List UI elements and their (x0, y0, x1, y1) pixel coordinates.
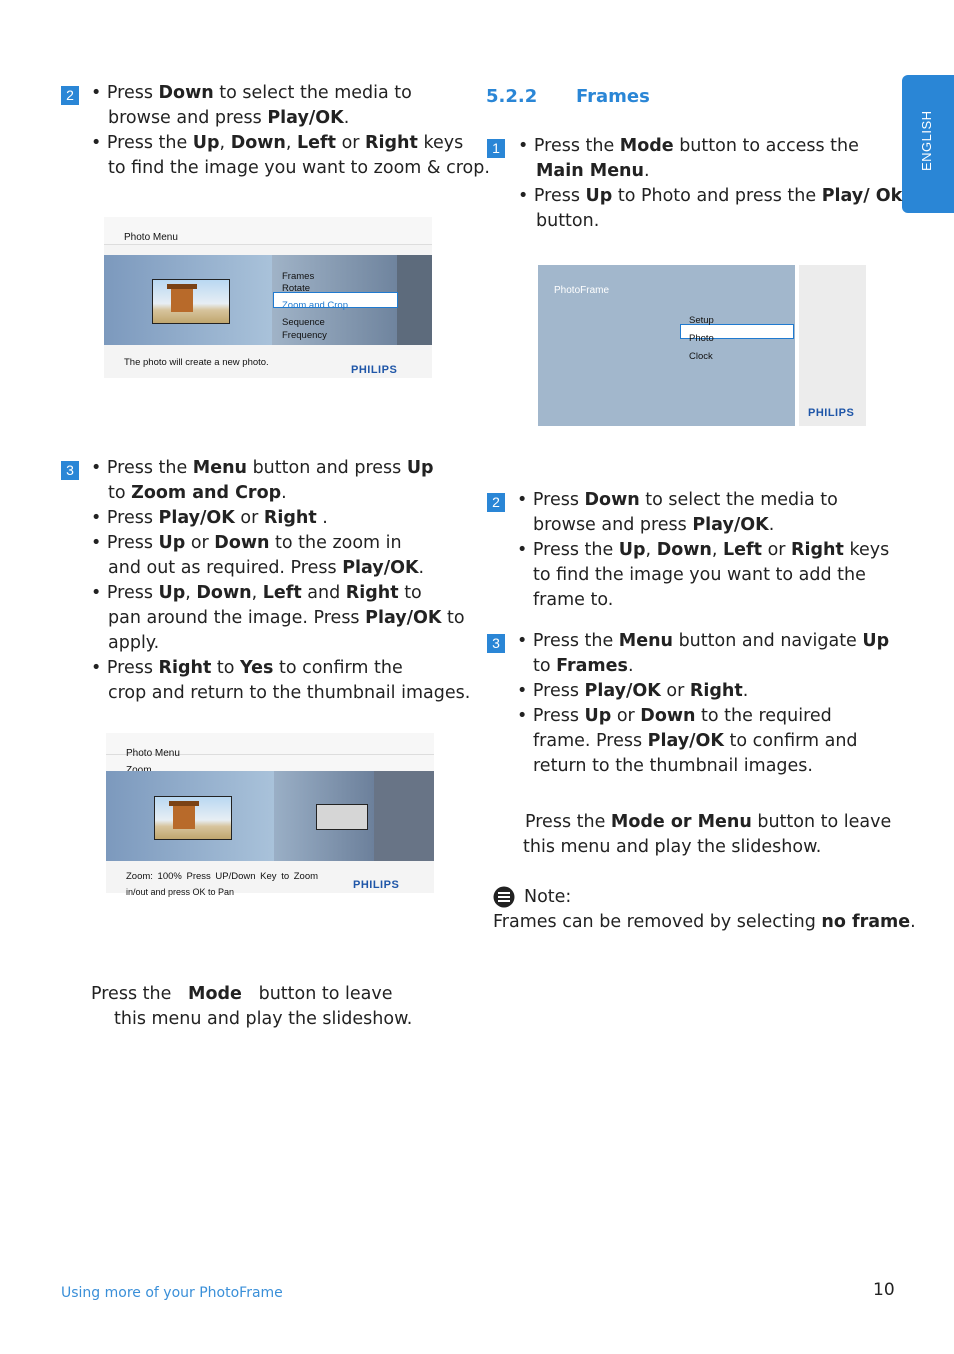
step-1-badge: 1 (487, 139, 505, 158)
step-line: browse and press Play/OK. (533, 515, 775, 535)
menu-item[interactable]: Sequence (282, 317, 325, 328)
philips-logo: PHILIPS (808, 407, 855, 419)
screen-title: PhotoFrame (554, 285, 610, 296)
screen-title: Photo Menu (126, 748, 180, 759)
section-number: 5.2.2 (486, 86, 538, 107)
step-line: return to the thumbnail images. (533, 756, 813, 776)
step-line: • Press Up or Down to the required (517, 706, 832, 726)
section-title: Frames (576, 86, 650, 107)
photoframe-main-menu-screen (538, 265, 866, 426)
step-line: • Press Play/OK or Right . (91, 508, 328, 528)
philips-logo: PHILIPS (353, 879, 400, 891)
step-line: pan around the image. Press Play/OK to (108, 608, 465, 628)
note-icon (493, 886, 515, 908)
step-line: Main Menu. (536, 161, 650, 181)
language-tab (902, 75, 954, 213)
step-line: to find the image you want to zoom & crop. (108, 158, 490, 178)
step-line: • Press Right to Yes to confirm the (91, 658, 403, 678)
step-line: • Press the Up, Down, Left or Right keys (91, 133, 464, 153)
step-3-badge: 3 (61, 461, 79, 480)
philips-logo: PHILIPS (351, 364, 398, 376)
step-line: • Press the Up, Down, Left or Right keys (517, 540, 890, 560)
note-label: Note: (524, 887, 572, 907)
step-line: • Press Up, Down, Left and Right to (91, 583, 422, 603)
menu-item[interactable]: Photo (689, 333, 714, 344)
step-2-badge: 2 (61, 86, 79, 105)
zoom-screen (106, 733, 434, 897)
zoom-frame-box (316, 804, 368, 830)
right-closing-line-1: Press the Mode or Menu button to leave (525, 812, 892, 832)
left-closing-line-2: this menu and play the slideshow. (114, 1009, 413, 1029)
step-line: to find the image you want to add the (533, 565, 866, 585)
step-line: • Press Up to Photo and press the Play/ Ok (518, 186, 903, 206)
step-3-badge: 3 (487, 634, 505, 653)
menu-item[interactable]: Setup (689, 315, 714, 326)
step-line: browse and press Play/OK. (108, 108, 350, 128)
photo-menu-screen (104, 217, 432, 378)
step-line: • Press the Menu button and press Up (91, 458, 434, 478)
note-text: Frames can be removed by selecting no frame. (493, 912, 916, 932)
step-line: crop and return to the thumbnail images. (108, 683, 471, 703)
screen-caption-2: in/out and press OK to Pan (126, 887, 235, 897)
step-line: apply. (108, 633, 160, 653)
screen-caption-1: Zoom: 100% Press UP/Down Key to Zoom (126, 871, 319, 882)
language-tab-label: ENGLISH (919, 110, 934, 171)
step-line: button. (536, 211, 600, 231)
thumbnail-photo (152, 279, 230, 324)
step-line: • Press Up or Down to the zoom in (91, 533, 402, 553)
step-line: • Press Down to select the media to (517, 490, 838, 510)
screen-caption: The photo will create a new photo. (124, 357, 269, 368)
step-2-badge: 2 (487, 493, 505, 512)
screen-title: Photo Menu (124, 232, 178, 243)
thumbnail-photo (154, 796, 232, 840)
step-line: to Zoom and Crop. (108, 483, 287, 503)
step-line: • Press the Mode button to access the (518, 136, 859, 156)
step-line: • Press Down to select the media to (91, 83, 412, 103)
step-line: frame to. (533, 590, 614, 610)
step-line: frame. Press Play/OK to confirm and (533, 731, 858, 751)
step-line: • Press the Menu button and navigate Up (517, 631, 890, 651)
menu-item[interactable]: Rotate (282, 283, 310, 294)
left-closing-line-1: Press the Mode button to leave (91, 984, 393, 1004)
menu-item[interactable]: Frequency (282, 330, 327, 341)
page-number: 10 (873, 1280, 895, 1300)
menu-item[interactable]: Frames (282, 271, 315, 282)
menu-item[interactable]: Zoom and Crop (282, 300, 349, 311)
footer-text: Using more of your PhotoFrame (61, 1285, 283, 1301)
step-line: to Frames. (533, 656, 634, 676)
step-line: and out as required. Press Play/OK. (108, 558, 425, 578)
menu-item[interactable]: Clock (689, 351, 713, 362)
step-line: • Press Play/OK or Right. (517, 681, 749, 701)
right-closing-line-2: this menu and play the slideshow. (523, 837, 822, 857)
